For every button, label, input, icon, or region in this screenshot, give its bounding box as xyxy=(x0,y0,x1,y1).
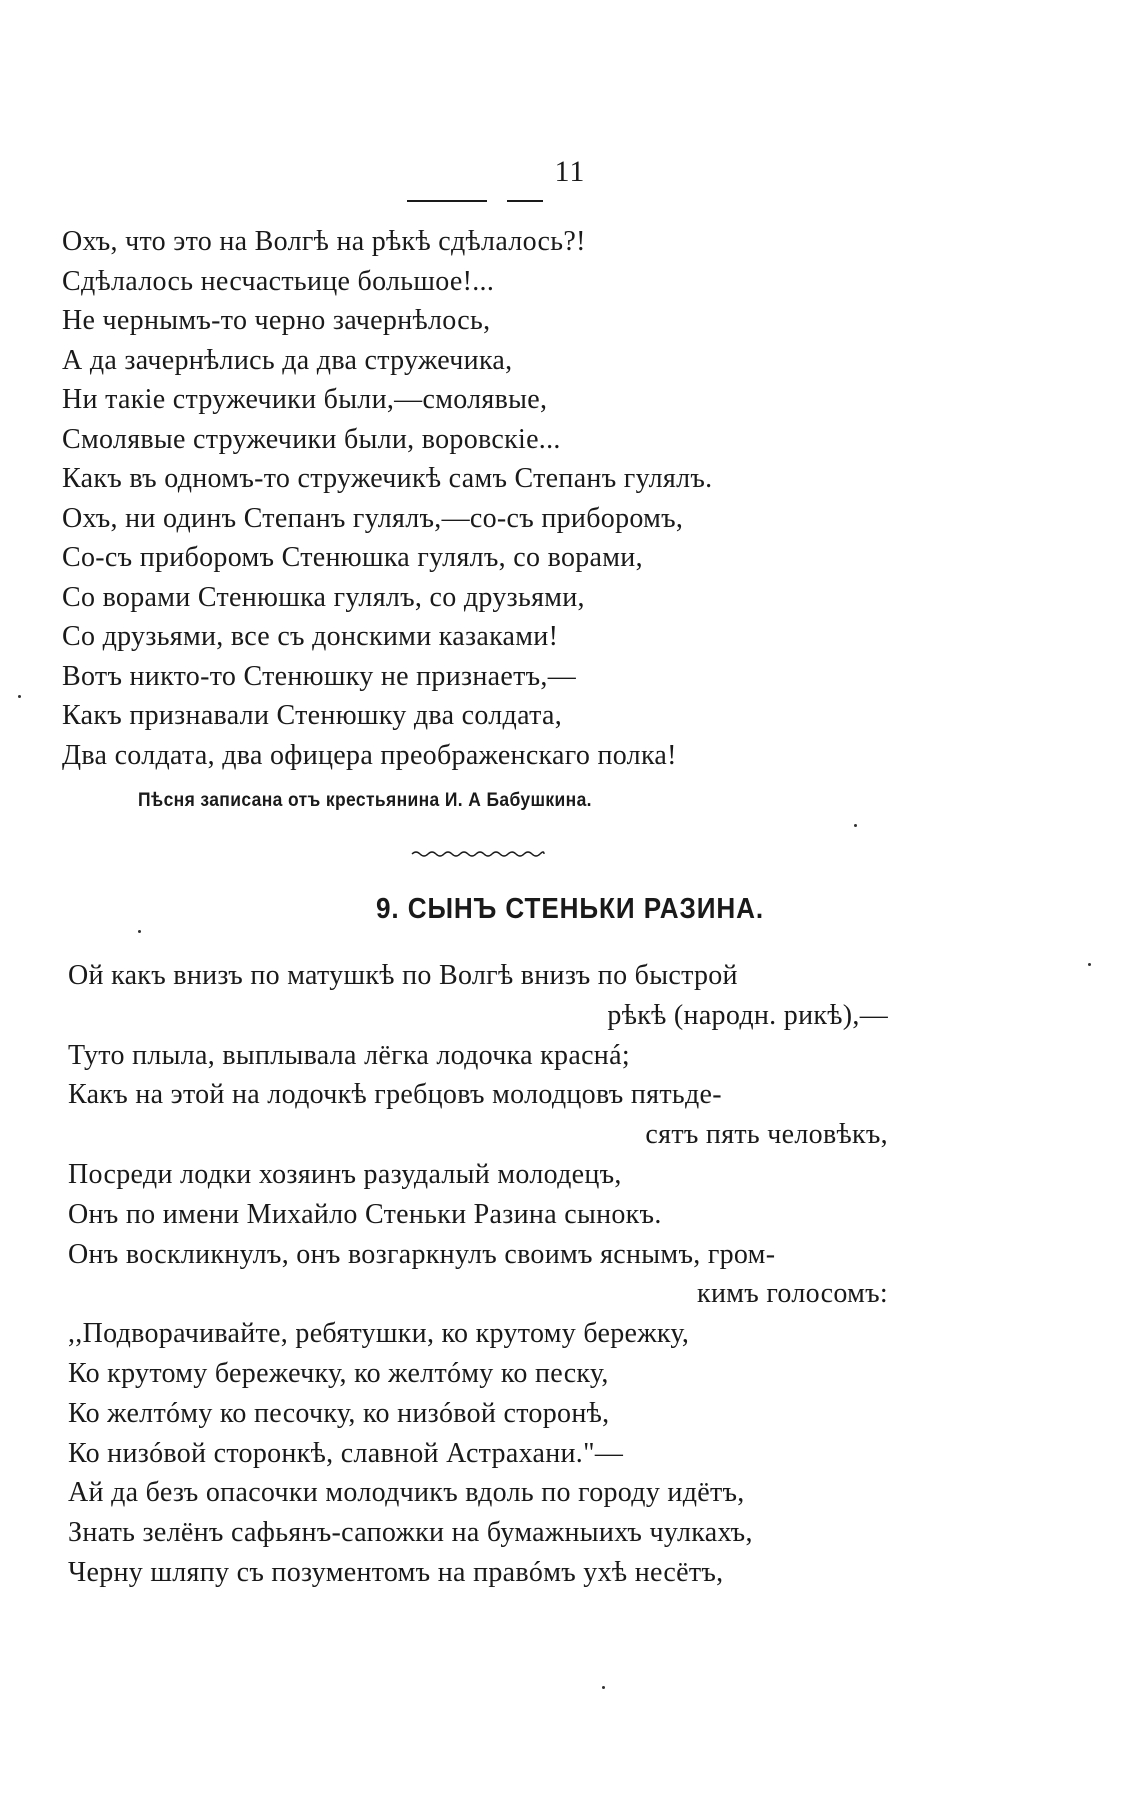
poem-line: Не чернымъ-то черно зачернѣлось, xyxy=(62,305,491,336)
poem-line: Ай да безъ опасочки молодчикъ вдоль по городу идётъ, xyxy=(68,1477,745,1509)
poem-line: ,,Подворачивайте, ребятушки, ко крутому бережку, xyxy=(68,1318,690,1350)
poem-line: Вотъ никто-то Стенюшку не признаетъ,— xyxy=(62,660,577,692)
poem-line-continuation: рѣкѣ (народн. рикѣ),— xyxy=(607,999,888,1031)
print-speck xyxy=(138,930,141,933)
poem-line: Ой какъ внизъ по матушкѣ по Волгѣ внизъ по быстрой xyxy=(68,960,738,991)
poem-line: Онъ по имени Михайло Стеньки Разина сынокъ. xyxy=(68,1198,662,1230)
poem-line: Со ворами Стенюшка гулялъ, со друзьями, xyxy=(62,581,585,613)
poem-line: Охъ, ни одинъ Степанъ гулялъ,—со-съ приборомъ, xyxy=(62,502,684,534)
poem-line: Онъ воскликнулъ, онъ возгаркнулъ своимъ яснымъ, гром- xyxy=(68,1238,776,1270)
section-title: 9. СЫНЪ СТЕНЬКИ РАЗИНА. xyxy=(375,893,765,925)
poem-line: Какъ признавали Стенюшку два солдата, xyxy=(62,700,562,731)
poem-line: Знать зелёнъ сафьянъ-сапожки на бумажныихъ чулкахъ, xyxy=(68,1517,753,1549)
page-number-rule xyxy=(407,200,543,202)
song-attribution: Пѣсня записана отъ крестьянина И. А Бабушкина. xyxy=(138,790,592,811)
poem-line: Черну шляпу съ позументомъ на правóмъ ухѣ несётъ, xyxy=(68,1556,724,1588)
poem-line: А да зачернѣлись да два стружечика, xyxy=(62,344,513,376)
page-number: 11 xyxy=(554,155,586,188)
poem-line-continuation: сятъ пять человѣкъ, xyxy=(645,1119,888,1151)
poem-line: Со друзьями, все съ донскими казаками! xyxy=(62,621,559,652)
poem-line: Какъ въ одномъ-то стружечикѣ самъ Степанъ гулялъ. xyxy=(62,463,713,494)
poem-line: Охъ, что это на Волгѣ на рѣкѣ сдѣлалось?! xyxy=(62,226,586,257)
poem-top xyxy=(62,222,1062,775)
poem-line-continuation: кимъ голосомъ: xyxy=(697,1278,888,1310)
poem-line: Туто плыла, выплывала лёгка лодочка краснá; xyxy=(68,1039,630,1071)
poem-line: Какъ на этой на лодочкѣ гребцовъ молодцовъ пятьде- xyxy=(68,1079,722,1111)
print-speck xyxy=(18,695,21,698)
print-speck xyxy=(602,1686,605,1689)
poem-line: Посреди лодки хозяинъ разудалый молодецъ, xyxy=(68,1158,622,1190)
ornament-divider xyxy=(410,848,546,860)
poem-line: Сдѣлалось несчастьице большое!... xyxy=(62,265,495,297)
poem-line: Ни такіе стружечики были,—смолявые, xyxy=(62,384,548,415)
poem-section xyxy=(68,956,888,1593)
poem-line: Ко низóвой сторонкѣ, славной Астрахани."— xyxy=(68,1437,624,1469)
print-speck xyxy=(1088,963,1091,966)
poem-line: Ко крутому бережечку, ко желтóму ко песку, xyxy=(68,1357,609,1389)
print-speck xyxy=(854,824,857,827)
poem-line: Ко желтóму ко песочку, ко низóвой сторонѣ, xyxy=(68,1397,610,1429)
poem-line: Два солдата, два офицера преображенскаго полка! xyxy=(62,739,677,771)
poem-line: Со-съ приборомъ Стенюшка гулялъ, со ворами, xyxy=(62,542,643,573)
poem-line: Смолявые стружечики были, воровскіе... xyxy=(62,423,561,455)
